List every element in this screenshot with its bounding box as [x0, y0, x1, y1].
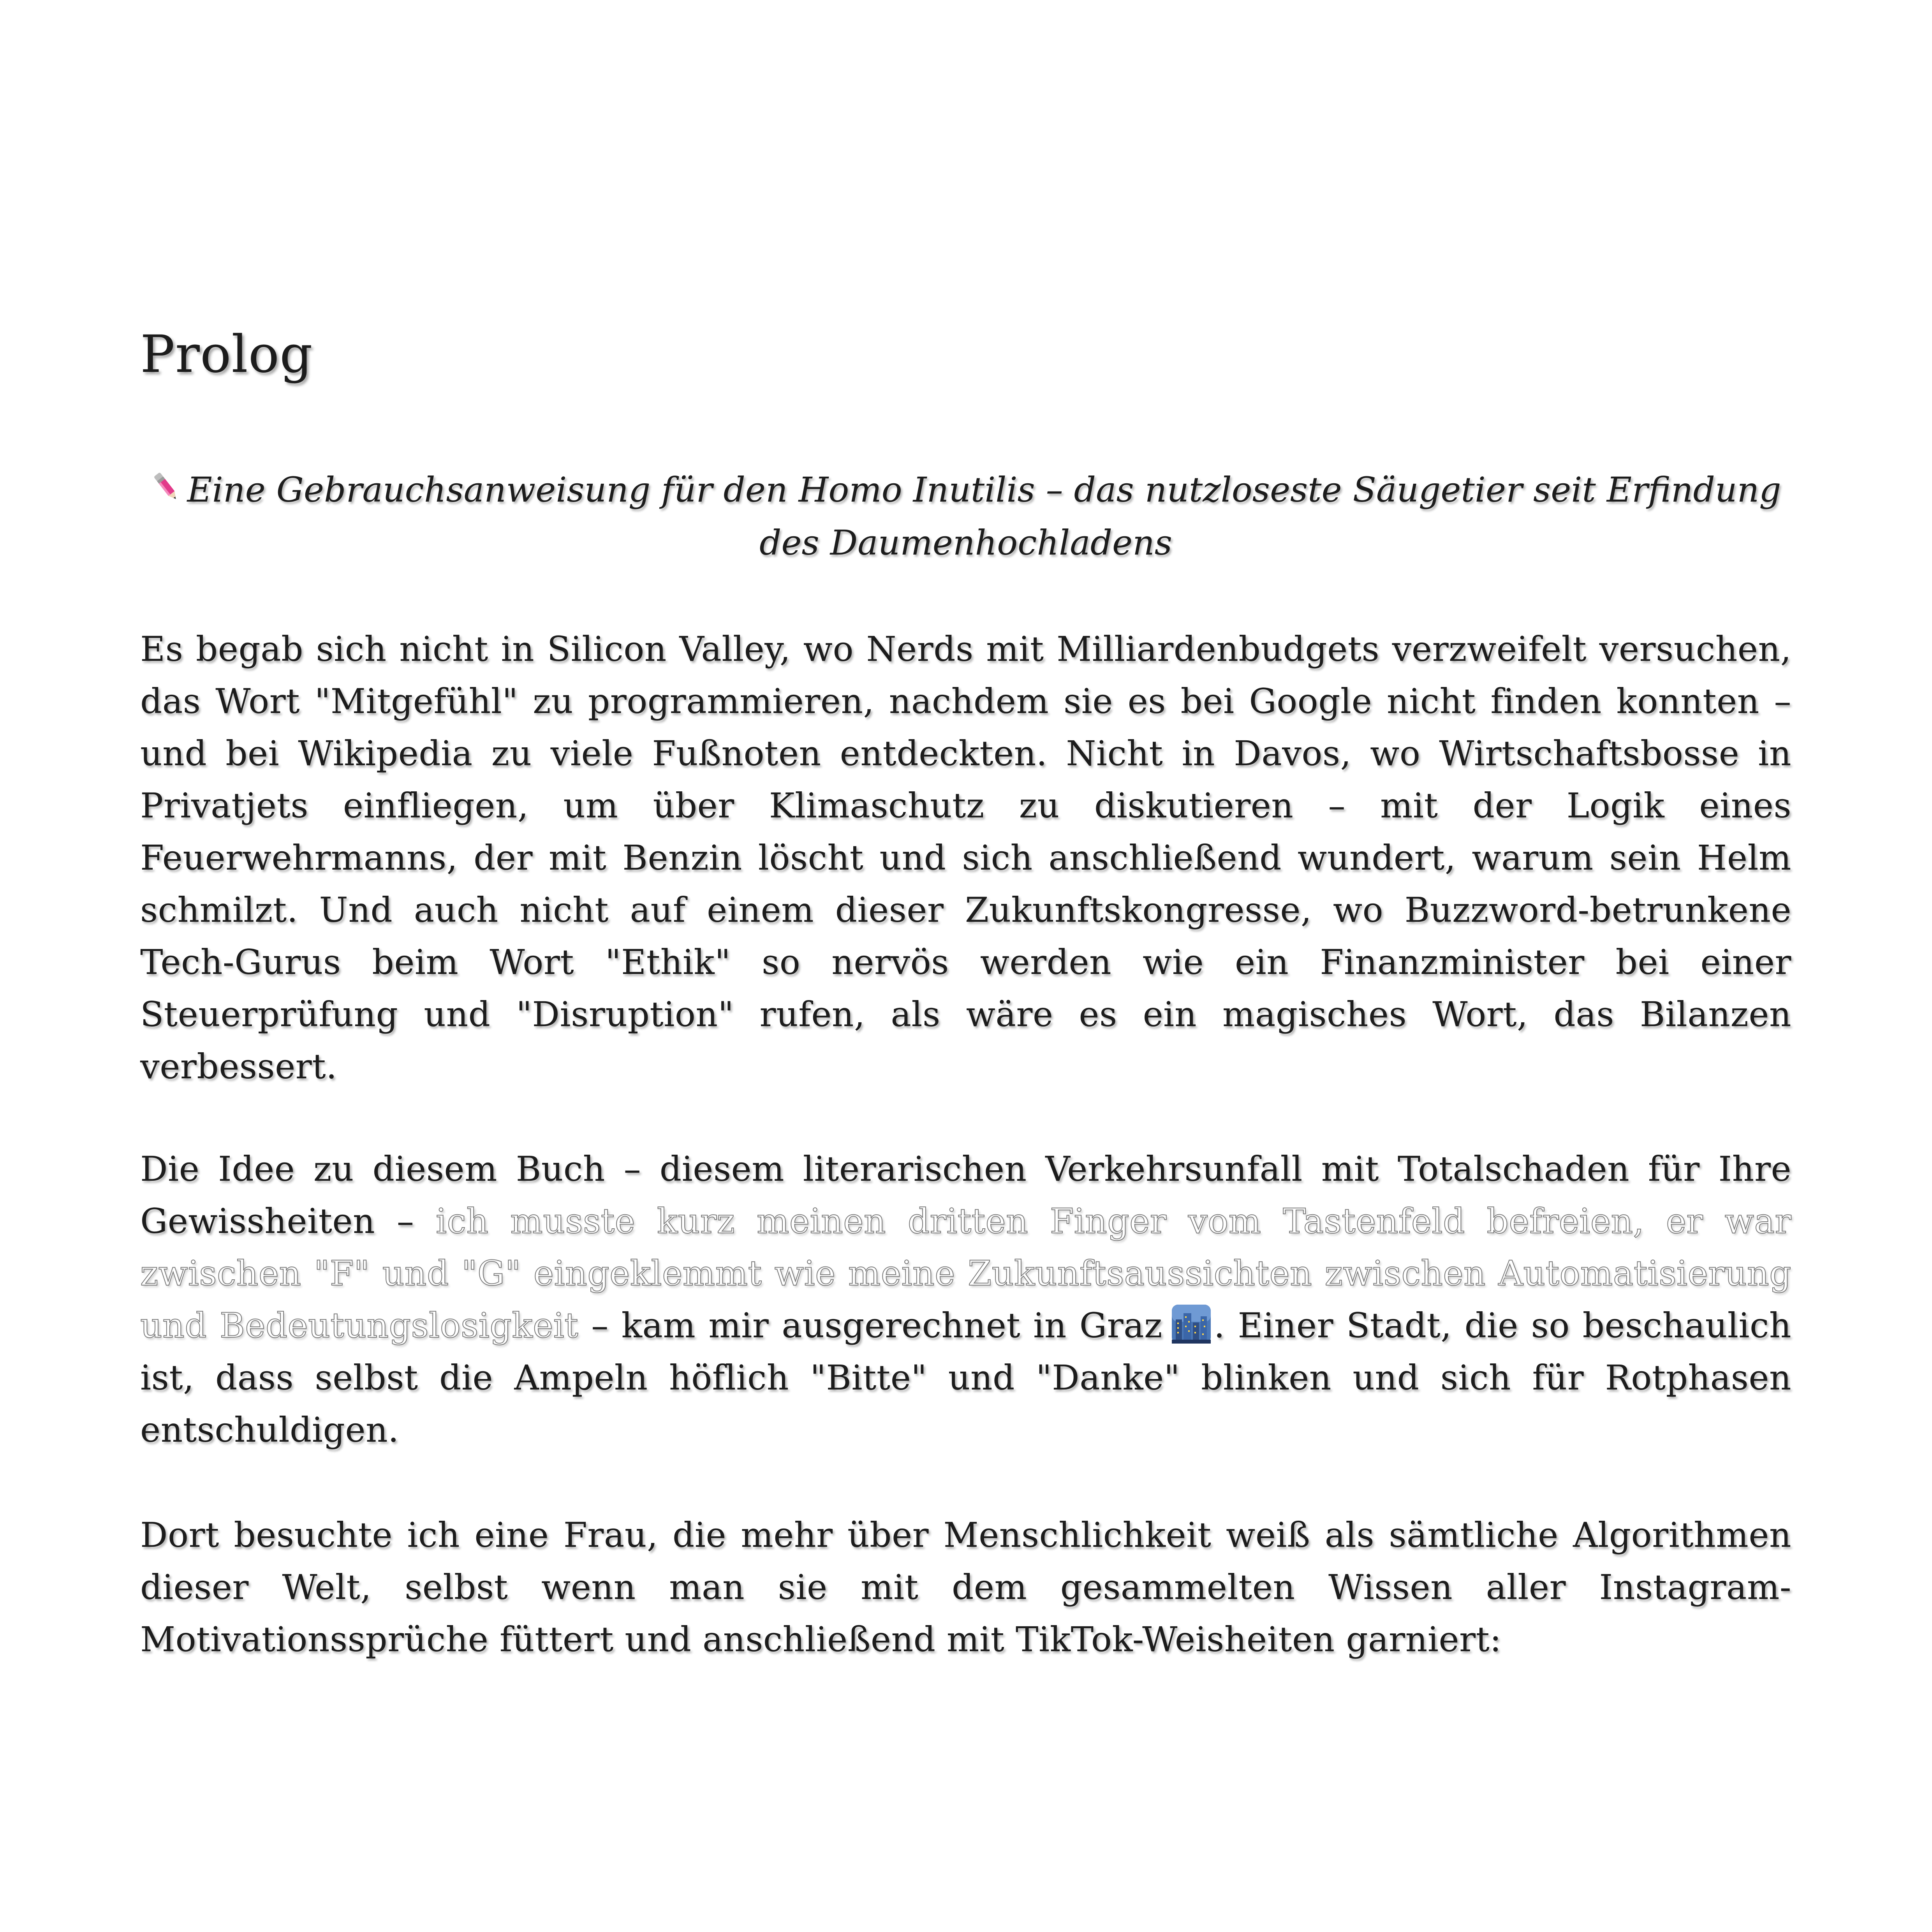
- paragraph-1: Es begab sich nicht in Silicon Valley, wo Nerds mit Milliardenbudgets verzweifelt versuchen, das Wort "Mitgefühl" zu programmieren, nachdem sie es bei Google nicht finden konnten – und bei Wikipedia zu viele Fußnoten entdeckten. Nicht in Davos, wo Wirtschaftsbosse in Privatjets einfliegen, um über Klimaschutz zu diskutieren – mit der Logik eines Feuerwehrmanns, der mit Benzin löscht und sich anschließend wundert, warum sein Helm schmilzt. Und auch nicht auf einem dieser Zukunftskongresse, wo Buzzword-betrunkene Tech-Gurus beim Wort "Ethik" so nervös werden wie ein Finanzminister bei einer Steuerprüfung und "Disruption" rufen, als wäre es ein magisches Wort, das Bilanzen verbessert.: [140, 629, 1791, 1087]
- paragraph-2: [140, 1143, 1791, 1456]
- city-icon: [1171, 1304, 1212, 1344]
- paragraph-2-aside: ich musste kurz meinen dritten Finger vom Tastenfeld befreien, er war zwischen "F" und "G" eingeklemmt wie meine Zukunftsaussichten zwischen Automatisierung und Bedeutungslosigkeit: [140, 1201, 1791, 1346]
- subtitle: [140, 463, 1791, 569]
- page-title: Prolog: [140, 324, 313, 384]
- subtitle-text: Eine Gebrauchsanweisung für den Homo Inutilis – das nutzloseste Säugetier seit Erfindung des Daumenhochladens: [187, 470, 1781, 563]
- paragraph-2-middle: – kam mir ausgerechnet in Graz: [578, 1305, 1162, 1346]
- paragraph-3: Dort besuchte ich eine Frau, die mehr über Menschlichkeit weiß als sämtliche Algorithmen dieser Welt, selbst wenn man sie mit dem gesammelten Wissen aller Instagram-Motivationssprüche füttert und anschließend mit TikTok-Weisheiten garniert:: [140, 1515, 1791, 1659]
- paragraph-2-start: Die Idee zu diesem Buch – diesem literarischen Verkehrsunfall mit Totalschaden für Ihre Gewissheiten –: [140, 1149, 1791, 1241]
- paragraph-2-end: . Einer Stadt, die so beschaulich ist, dass selbst die Ampeln höflich "Bitte" und "Danke" blinken und sich für Rotphasen entschuldigen.: [140, 1305, 1792, 1450]
- pen-icon: [151, 467, 182, 502]
- document-page: [140, 0, 1791, 1932]
